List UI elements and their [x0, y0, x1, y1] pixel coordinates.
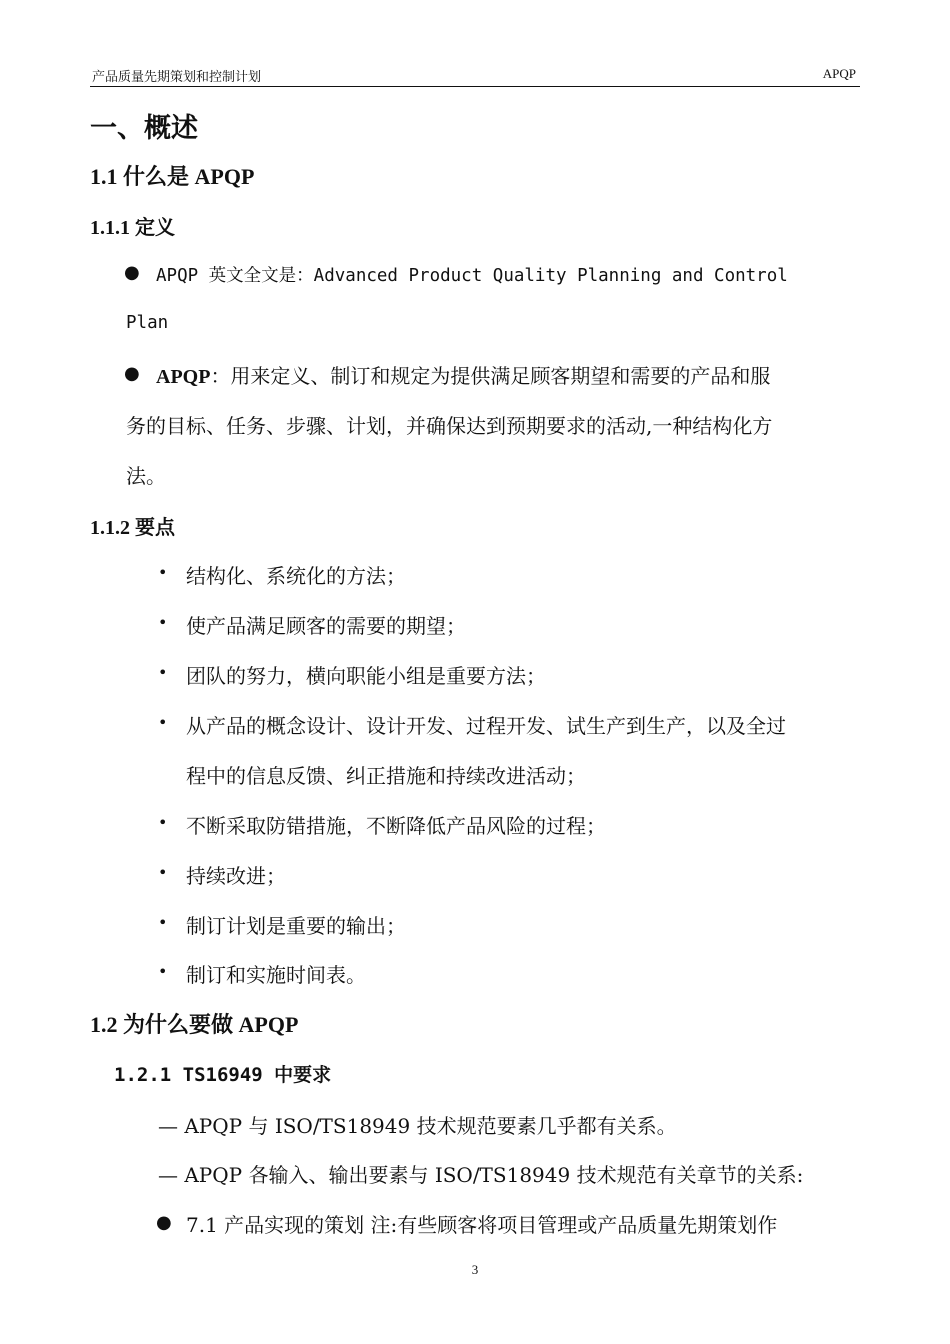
point-item: 不断采取防错措施，不断降低产品风险的过程； [186, 814, 606, 838]
bullet-dot: ● [124, 262, 140, 283]
point-item-continuation: 程中的信息反馈、纠正措施和持续改进活动； [186, 764, 586, 788]
bullet-dot: • [158, 613, 168, 632]
header-abbrev: APQP [822, 66, 856, 81]
definition-text: ：用来定义、制订和规定为提供满足顾客期望和需要的产品和服 [210, 364, 771, 388]
subsection-heading-1-1-1: 1.1.1 定义 [90, 217, 175, 239]
definition-line: 务的目标、任务、步骤、计划，并确保达到预期要求的活动,一种结构化方 [126, 414, 773, 438]
definition-line: Plan [126, 313, 169, 333]
page-number: 3 [471, 1262, 479, 1277]
point-item: 制订计划是重要的输出； [186, 914, 406, 938]
point-item: 制订和实施时间表。 [186, 963, 366, 987]
point-item: 持续改进； [186, 864, 286, 888]
bullet-dot: • [158, 813, 168, 832]
point-item: 从产品的概念设计、设计开发、过程开发、试生产到生产，以及全过 [186, 714, 786, 738]
dash-item: — APQP 与 ISO/TS18949 技术规范要素几乎都有关系。 [158, 1114, 677, 1138]
dash-item: — APQP 各输入、输出要素与 ISO/TS18949 技术规范有关章节的关系: [158, 1163, 804, 1187]
header-title: 产品质量先期策划和控制计划 [92, 70, 262, 85]
bullet-dot: • [158, 913, 168, 932]
point-item: 团队的努力，横向职能小组是重要方法； [186, 664, 546, 688]
point-item: 使产品满足顾客的需要的期望； [186, 614, 466, 638]
definition-line: APQP 英文全文是：Advanced Product Quality Planning and Control [156, 266, 788, 286]
subsection-heading-1-2-1: 1.2.1 TS16949 中要求 [114, 1064, 332, 1086]
section-heading-1-2: 1.2 为什么要做 APQP [90, 1012, 299, 1037]
definition-line: 法。 [126, 464, 166, 488]
definition-line [156, 360, 770, 389]
clause-item: 7.1 产品实现的策划 注:有些顾客将项目管理或产品质量先期策划作 [186, 1213, 778, 1237]
bullet-dot: • [158, 713, 168, 732]
chapter-heading: 一、概述 [90, 113, 198, 144]
bullet-dot: • [158, 663, 168, 682]
definition-term: APQP [156, 366, 211, 388]
bullet-dot: ● [124, 363, 140, 384]
bullet-dot: • [158, 563, 168, 582]
bullet-dot: • [158, 863, 168, 882]
subsection-heading-1-1-2: 1.1.2 要点 [90, 517, 175, 539]
bullet-dot: ● [156, 1212, 172, 1233]
point-item: 结构化、系统化的方法； [186, 564, 406, 588]
bullet-dot: • [158, 962, 168, 981]
page-header [90, 62, 860, 87]
section-heading-1-1: 1.1 什么是 APQP [90, 164, 255, 189]
